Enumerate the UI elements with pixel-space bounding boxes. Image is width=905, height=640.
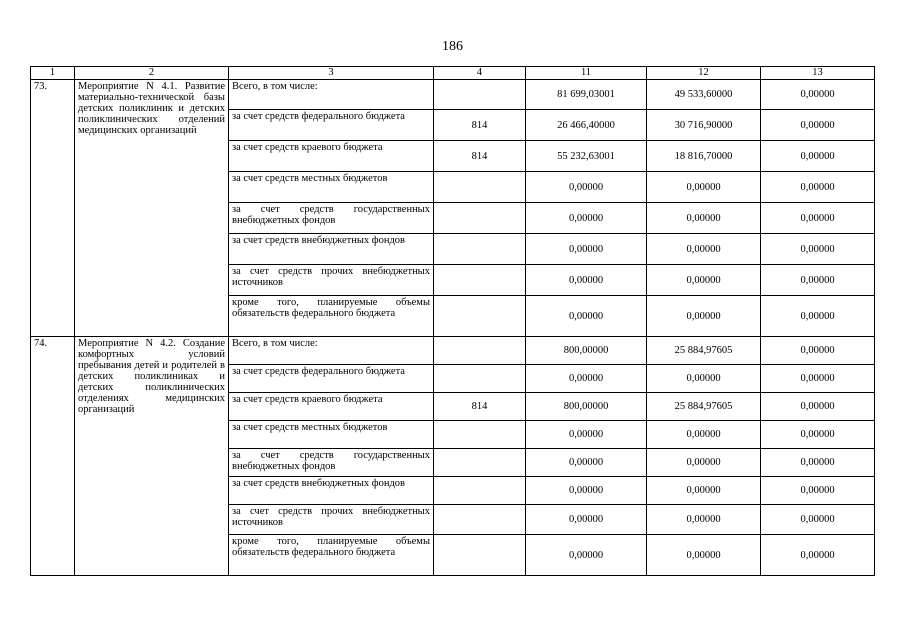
budget-code: 814 <box>434 110 526 141</box>
value-col-12: 0,00000 <box>647 234 761 265</box>
value-col-11: 800,00000 <box>526 393 647 421</box>
value-col-12: 0,00000 <box>647 505 761 535</box>
measure-title: Мероприятие N 4.1. Развитие материально-технической базы детских поликлиник и детских поликлинических отделений медицинских организаций <box>75 80 229 337</box>
budget-code: 814 <box>434 141 526 172</box>
value-col-13: 0,00000 <box>761 234 875 265</box>
funding-source: за счет средств федерального бюджета <box>229 365 434 393</box>
value-col-12: 25 884,97605 <box>647 393 761 421</box>
value-col-11: 0,00000 <box>526 505 647 535</box>
value-col-12: 0,00000 <box>647 203 761 234</box>
value-col-11: 81 699,03001 <box>526 80 647 110</box>
funding-source: за счет средств государственных внебюджетных фондов <box>229 203 434 234</box>
measure-number: 73. <box>31 80 75 337</box>
funding-source: за счет средств краевого бюджета <box>229 393 434 421</box>
funding-source: кроме того, планируемые объемы обязательств федерального бюджета <box>229 296 434 337</box>
value-col-12: 0,00000 <box>647 449 761 477</box>
funding-source: за счет средств прочих внебюджетных источников <box>229 265 434 296</box>
budget-code <box>434 234 526 265</box>
funding-source: за счет средств внебюджетных фондов <box>229 234 434 265</box>
funding-source: Всего, в том числе: <box>229 80 434 110</box>
value-col-13: 0,00000 <box>761 265 875 296</box>
budget-code <box>434 505 526 535</box>
funding-source: за счет средств краевого бюджета <box>229 141 434 172</box>
value-col-12: 0,00000 <box>647 535 761 576</box>
value-col-12: 0,00000 <box>647 296 761 337</box>
value-col-13: 0,00000 <box>761 505 875 535</box>
value-col-13: 0,00000 <box>761 393 875 421</box>
value-col-12: 0,00000 <box>647 365 761 393</box>
value-col-12: 0,00000 <box>647 265 761 296</box>
measure-number: 74. <box>31 337 75 576</box>
header-cell: 1 <box>31 67 75 80</box>
value-col-13: 0,00000 <box>761 535 875 576</box>
budget-code <box>434 535 526 576</box>
budget-code <box>434 365 526 393</box>
value-col-12: 0,00000 <box>647 477 761 505</box>
value-col-13: 0,00000 <box>761 477 875 505</box>
value-col-11: 800,00000 <box>526 337 647 365</box>
funding-source: за счет средств федерального бюджета <box>229 110 434 141</box>
value-col-11: 0,00000 <box>526 477 647 505</box>
value-col-13: 0,00000 <box>761 449 875 477</box>
funding-source: кроме того, планируемые объемы обязательств федерального бюджета <box>229 535 434 576</box>
value-col-12: 0,00000 <box>647 421 761 449</box>
funding-source: за счет средств внебюджетных фондов <box>229 477 434 505</box>
header-cell: 12 <box>647 67 761 80</box>
value-col-13: 0,00000 <box>761 365 875 393</box>
funding-source: за счет средств прочих внебюджетных источников <box>229 505 434 535</box>
funding-source: за счет средств государственных внебюджетных фондов <box>229 449 434 477</box>
value-col-11: 0,00000 <box>526 234 647 265</box>
header-cell: 4 <box>434 67 526 80</box>
funding-source: за счет средств местных бюджетов <box>229 172 434 203</box>
value-col-11: 26 466,40000 <box>526 110 647 141</box>
value-col-11: 0,00000 <box>526 421 647 449</box>
value-col-13: 0,00000 <box>761 110 875 141</box>
budget-code <box>434 265 526 296</box>
header-row <box>31 67 875 80</box>
value-col-12: 25 884,97605 <box>647 337 761 365</box>
budget-code <box>434 421 526 449</box>
value-col-13: 0,00000 <box>761 203 875 234</box>
value-col-11: 0,00000 <box>526 172 647 203</box>
budget-code <box>434 296 526 337</box>
value-col-11: 0,00000 <box>526 265 647 296</box>
table-row <box>31 80 875 110</box>
measure-title: Мероприятие N 4.2. Создание комфортных условий пребывания детей и родителей в детских поликлиниках и детских поликлинических отделениях медицинских организаций <box>75 337 229 576</box>
value-col-13: 0,00000 <box>761 421 875 449</box>
value-col-11: 0,00000 <box>526 365 647 393</box>
header-cell: 3 <box>229 67 434 80</box>
funding-source: за счет средств местных бюджетов <box>229 421 434 449</box>
budget-code <box>434 172 526 203</box>
page-number: 186 <box>442 39 463 54</box>
value-col-11: 55 232,63001 <box>526 141 647 172</box>
value-col-13: 0,00000 <box>761 80 875 110</box>
budget-code <box>434 203 526 234</box>
budget-code: 814 <box>434 393 526 421</box>
value-col-12: 30 716,90000 <box>647 110 761 141</box>
value-col-12: 0,00000 <box>647 172 761 203</box>
budget-table <box>30 66 875 576</box>
funding-source: Всего, в том числе: <box>229 337 434 365</box>
value-col-12: 49 533,60000 <box>647 80 761 110</box>
header-cell: 2 <box>75 67 229 80</box>
value-col-11: 0,00000 <box>526 449 647 477</box>
value-col-13: 0,00000 <box>761 296 875 337</box>
budget-code <box>434 80 526 110</box>
value-col-13: 0,00000 <box>761 337 875 365</box>
value-col-11: 0,00000 <box>526 296 647 337</box>
budget-code <box>434 477 526 505</box>
value-col-12: 18 816,70000 <box>647 141 761 172</box>
header-cell: 11 <box>526 67 647 80</box>
header-cell: 13 <box>761 67 875 80</box>
value-col-11: 0,00000 <box>526 535 647 576</box>
budget-code <box>434 337 526 365</box>
value-col-13: 0,00000 <box>761 141 875 172</box>
value-col-11: 0,00000 <box>526 203 647 234</box>
table-row <box>31 337 875 365</box>
budget-code <box>434 449 526 477</box>
value-col-13: 0,00000 <box>761 172 875 203</box>
